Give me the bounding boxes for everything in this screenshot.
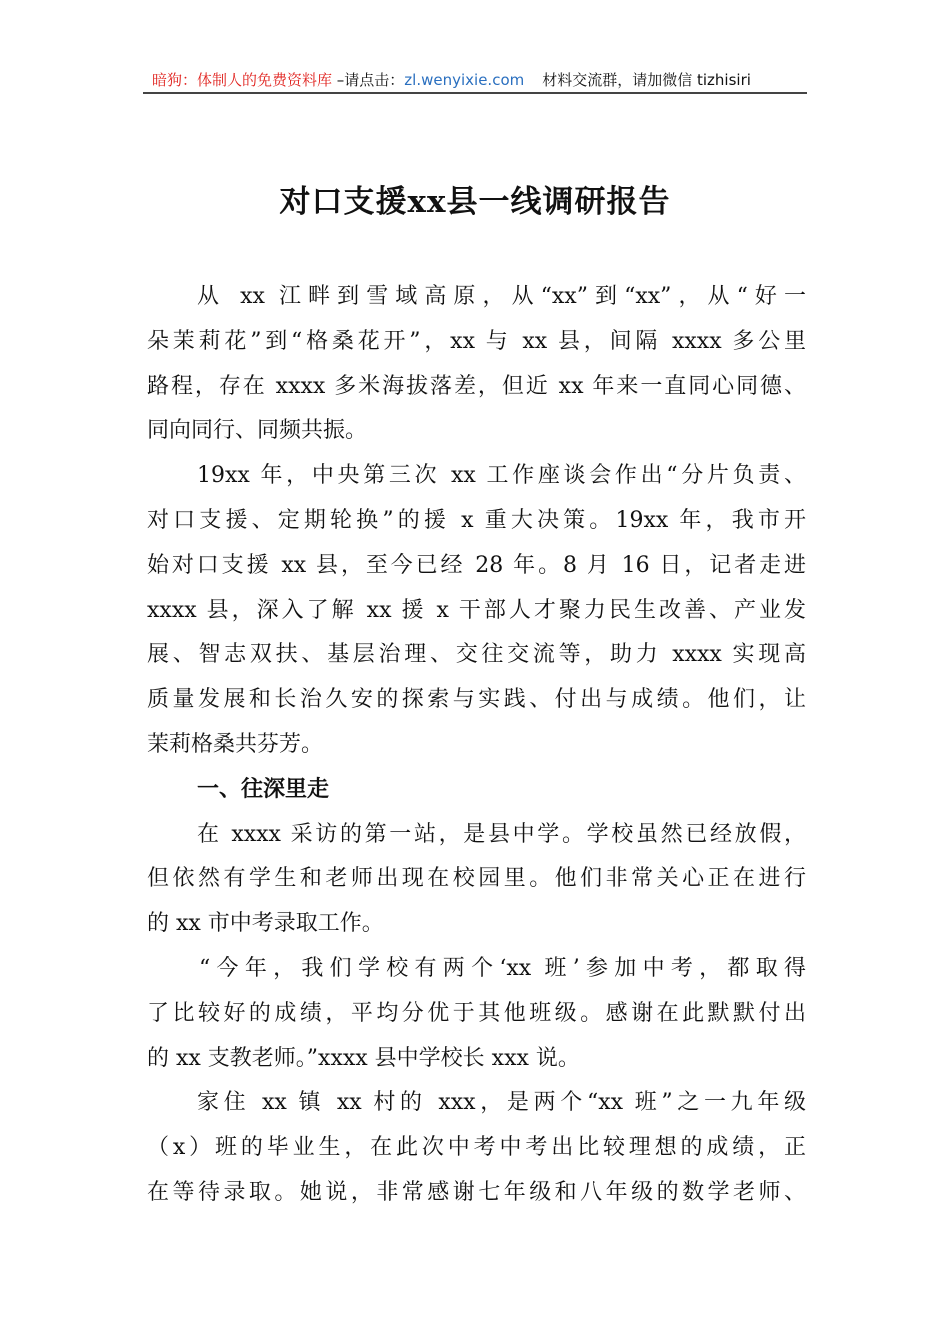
contact-text: 材料交流群，请加微信 tizhisiri xyxy=(542,71,751,89)
text-line: xxxx 县，深入了解 xx 援 x 干部人才聚力民生改善、产业发 xyxy=(147,597,806,623)
text-line: 家住 xx 镇 xx 村的 xxx，是两个“xx 班”之一九年级 xyxy=(197,1090,806,1116)
text-line: 茉莉格桑共芬芳。 xyxy=(147,731,324,757)
text-line: 了比较好的成绩，平均分优于其他班级。感谢在此默默付出 xyxy=(147,1000,806,1026)
text-line: （x）班的毕业生，在此次中考中考出比较理想的成绩，正 xyxy=(147,1135,806,1161)
promo-click-label: –请点击： xyxy=(332,71,405,89)
text-line: 对口支援、定期轮换”的援 x 重大决策。19xx 年，我市开 xyxy=(147,507,806,533)
text-line: 19xx 年，中央第三次 xx 工作座谈会作出“分片负责、 xyxy=(197,463,806,489)
text-line: 从 xx 江畔到雪域高原，从“xx”到“xx”，从“好一 xyxy=(197,284,806,309)
text-line: 同向同行、同频共振。 xyxy=(147,418,368,444)
document-body xyxy=(147,275,806,1216)
text-line: “今年，我们学校有两个‘xx 班’参加中考，都取得 xyxy=(199,955,806,981)
text-line: 在 xxxx 采访的第一站，是县中学。学校虽然已经放假， xyxy=(197,821,806,847)
text-line: 展、智志双扶、基层治理、交往交流等，助力 xxxx 实现高 xyxy=(147,642,806,668)
promo-link[interactable]: zl.wenyixie.com xyxy=(404,71,525,89)
promo-header xyxy=(152,70,802,90)
text-line: 在等待录取。她说，非常感谢七年级和八年级的数学老师、 xyxy=(147,1179,806,1205)
header-divider xyxy=(143,92,807,94)
text-line: 质量发展和长治久安的探索与实践、付出与成绩。他们，让 xyxy=(147,687,806,713)
section-heading: 一、往深里走 xyxy=(197,776,330,802)
text-line: 但依然有学生和老师出现在校园里。他们非常关心正在进行 xyxy=(147,866,806,892)
text-line: 路程，存在 xxxx 多米海拔落差，但近 xx 年来一直同心同德、 xyxy=(147,373,806,399)
text-line: 始对口支援 xx 县，至今已经 28 年。8 月 16 日，记者走进 xyxy=(147,552,806,578)
document-title: 对口支援xx县一线调研报告 xyxy=(279,184,671,220)
text-line: 的 xx 支教老师。”xxxx 县中学校长 xxx 说。 xyxy=(147,1045,580,1071)
promo-text: 暗狗：体制人的免费资料库 xyxy=(152,71,333,89)
text-line: 的 xx 市中考录取工作。 xyxy=(147,911,384,937)
text-line: 朵茉莉花”到“格桑花开”，xx 与 xx 县，间隔 xxxx 多公里 xyxy=(147,328,806,354)
